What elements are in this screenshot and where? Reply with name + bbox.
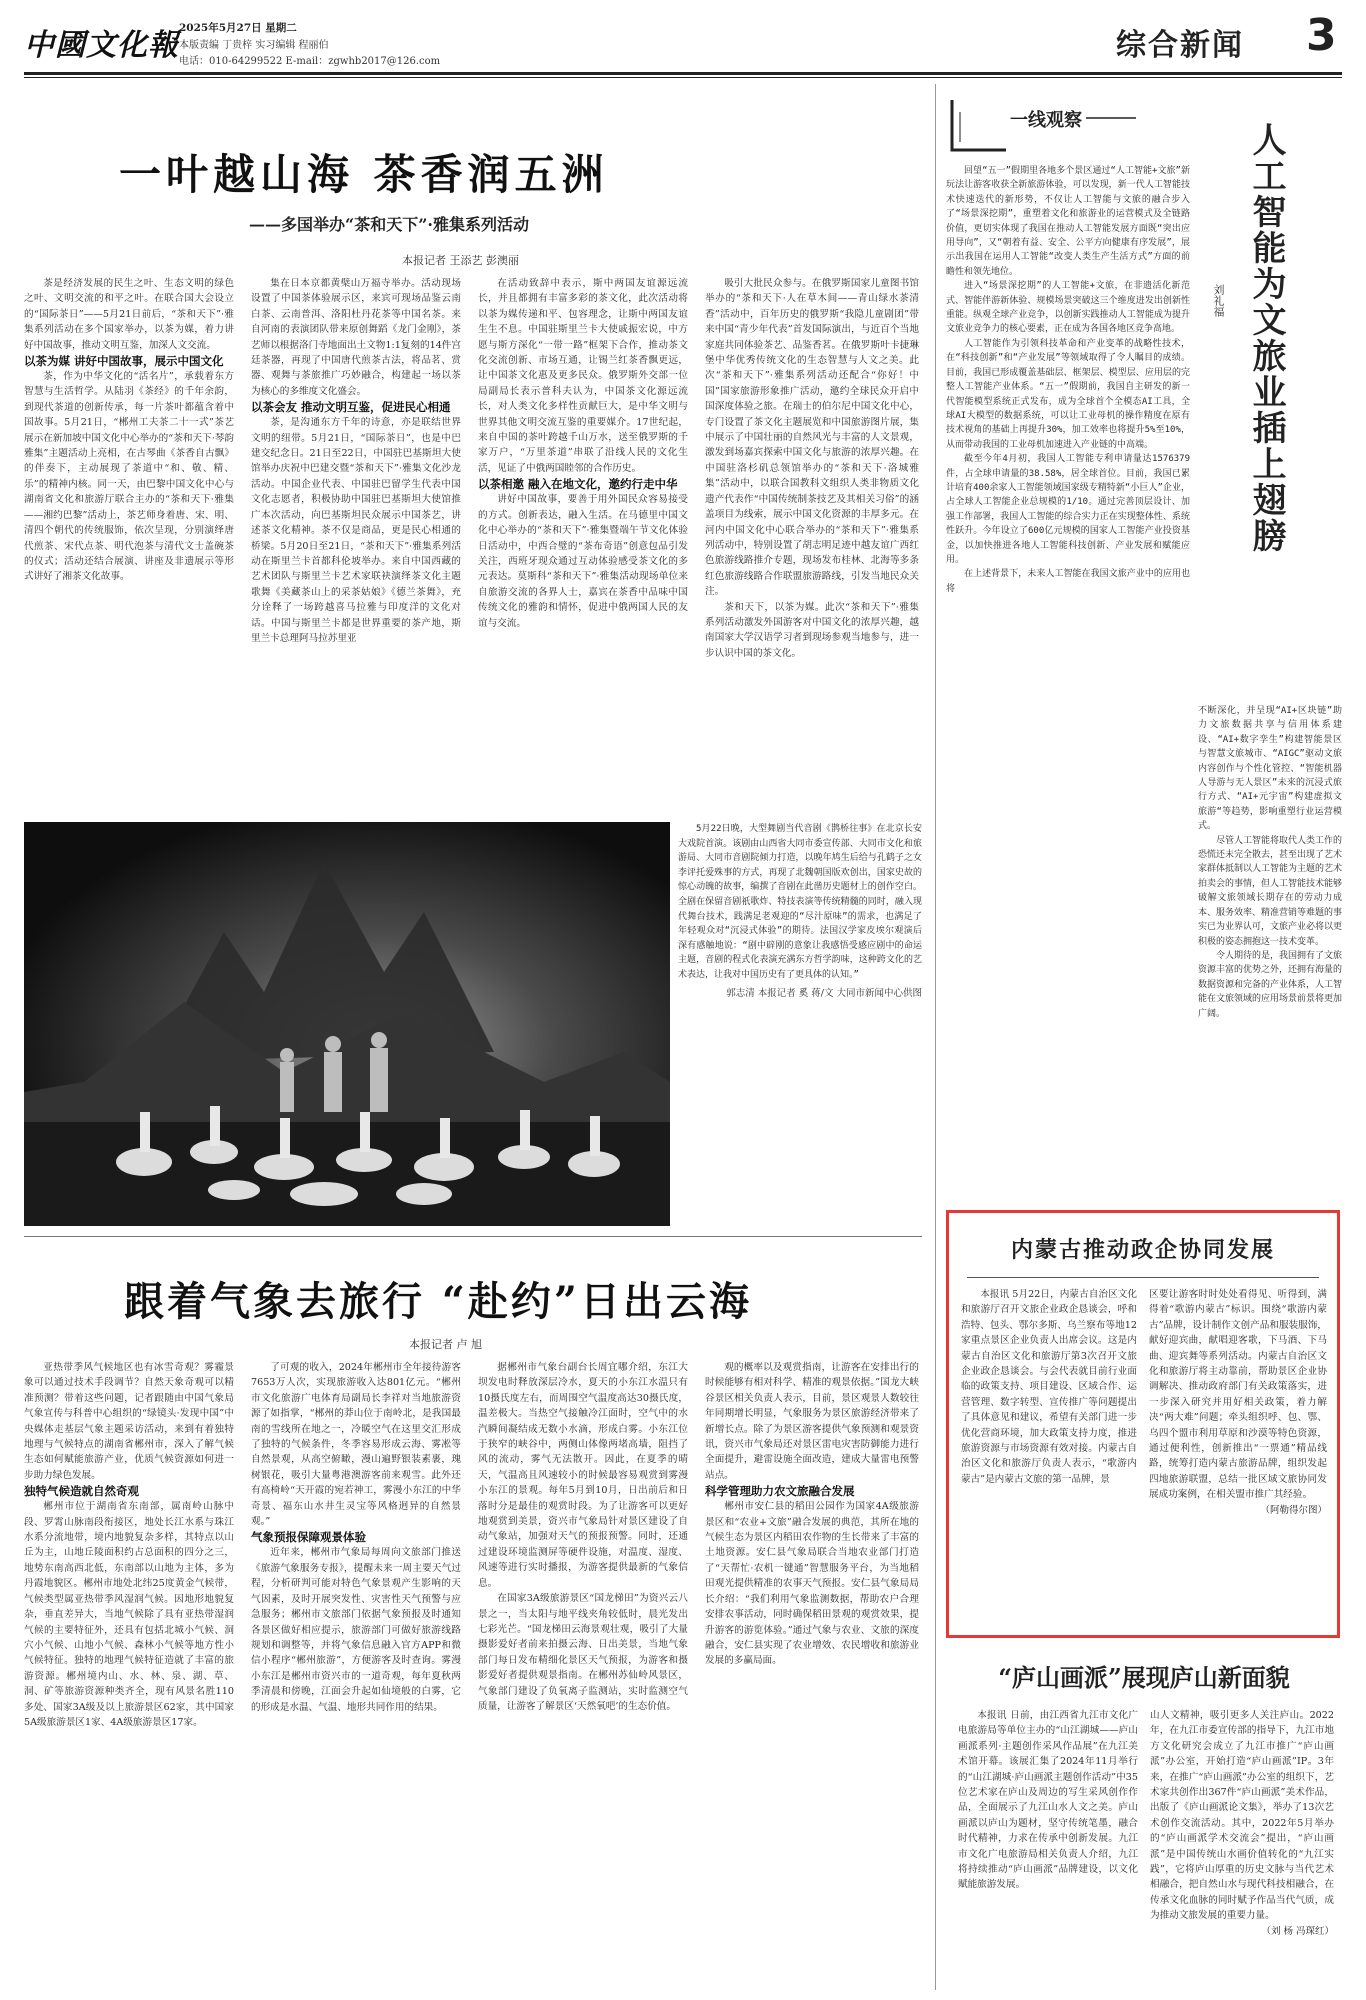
news-credit: （刘 杨 冯琛红） (1261, 1925, 1334, 1937)
article-column (478, 276, 688, 816)
newspaper-logo: 中國文化報 (24, 28, 179, 63)
photo-caption (678, 822, 922, 1226)
paragraph: 截至今年4月初，我国人工智能专利申请量达1576379件，占全球申请量的38.58%，居全球首位。目前，我国已累计培育400余家人工智能领域国家级专精特新“小巨人”企业，占全球人工智能企业总规模的1/10。通过完善顶层设计、加强工作部署，我国人工智能的综合实力正在实现整体性、系统性跃升。今年设立了600亿元规模的国家人工智能产业投资基金，以加快推进各地人工智能科技创新、产业发展和赋能应用。 (946, 454, 1190, 565)
paragraph: 了可观的收入，2024年郴州市全年接待游客7653万人次，实现旅游收入达801亿元。“郴州市文化旅游广电体育局副局长李祥对当地旅游资源了如指掌，“郴州的莽山位于南岭北，是我国最南的雪线所在地之一，冷暖空气在这里交汇形成了独特的气候条件，冬季容易形成云海、雾凇等自然景观，从高空俯瞰，漫山遍野银装素裹，瑰树银花，吸引大量粤港澳游客前来观雪。此外还有高椅岭“天开霞的宛若神工，雾漫小东江的中华奇景、福东山水井生灵宝等风格迥异的自然景观。” (251, 1362, 461, 1528)
article-column (705, 1360, 919, 1990)
masthead (24, 12, 1344, 74)
box-title-rule (967, 1277, 1319, 1278)
section-title: 综合新闻 (1116, 28, 1244, 63)
paragraph: 在上述背景下，未来人工智能在我国文旅产业中的应用也将 (946, 569, 1190, 594)
subheading: 以茶会友 推动文明互鉴，促进民心相通 (251, 400, 451, 415)
article-column (1149, 1287, 1327, 1627)
stage-photo-image (24, 822, 670, 1226)
subheading: 独特气候造就自然奇观 (24, 1484, 139, 1499)
paragraph: 郴州市位于湖南省东南部，属南岭山脉中段、罗霄山脉南段衔接区，地处长江水系与珠江水系分流地带，境内地貌复杂多样，其特点以山丘为主，山地丘陵面积约占总面积的四分之三，地势东南高西北低，东南部以山地为主体，多为丹霞地貌区。郴州市地处北纬25度黄金气候带，气候类型属亚热带季风湿润气候。因地形地貌复杂，垂直差异大，当地气候除了具有亚热带湿润气候的主要特征外，还具有包括北城小气候、洞穴小气候、山地小气候、森林小气候等地方性小气候特征。独特的地理气候特征造就了丰富的旅游资源。郴州境内山、水、林、泉、湖、草、洞、矿等旅游资源种类齐全，现有风景名胜110多处、国家3A级及以上旅游景区62家，其中国家5A级旅游景区1家、4A级旅游景区17家。 (24, 1501, 234, 1728)
observation-tag (946, 96, 1146, 156)
box-title: 内蒙古推动政企协同发展 (1010, 1237, 1275, 1263)
paragraph: 茶和天下，以茶为媒。此次“茶和天下”·雅集系列活动激发外国游客对中国文化的浓厚兴趣，越南国家大学汉语学习者到现场参观当地参与，进一步认识中国的茶文化。 (705, 601, 919, 659)
paragraph: 讲好中国故事，要善于用外国民众容易接受的方式。创新表达，融入生活。在马德里中国文化中心举办的“茶和天下”·雅集暨端午节文化体验日活动中，中西合璧的“茶布奇语”创意包品引发关注，西班牙现众通过互动体验感受茶文化的多元表达。莫斯科“茶和天下”·雅集活动现场单位来自旅游交流的各界人士，嘉宾在茶香中品味中国传统文化的雅韵和情怀，促进中俄两国人民的友谊与交流。 (478, 494, 688, 629)
subheading: 气象预报保障观景体验 (251, 1530, 366, 1545)
column-author: 刘礼福 (1212, 284, 1225, 317)
subheading: 科学管理助力农文旅融合发展 (705, 1484, 855, 1499)
column-divider (935, 84, 936, 1990)
article-title: “庐山画派”展现庐山新面貌 (998, 1663, 1290, 1692)
news-credit: （阿勒得尔图） (1260, 1504, 1327, 1516)
sidebar-observation (946, 84, 1342, 1202)
article-column (24, 276, 234, 816)
issue-date: 2025年5月27日 星期二 (179, 22, 297, 34)
article-lushan (946, 1650, 1342, 1992)
paragraph: 茶，作为中华文化的“活名片”，承载着东方智慧与生活哲学。从陆羽《茶经》的千年余韵，到现代茶道的创新传承，每一片茶叶都蕴含着中国故事。5月21日，“郴州工夫茶二十一式”茶艺展示在新加坡中国文化中心举办的“茶和天下·琴韵雅集”主题活动上亮相，在古琴曲《茶香自古飘》的伴奏下，主动展现了茶道中“和、敬、精、乐”的精神内核。同一天，由巴黎中国文化中心与湖南省文化和旅游厅联合主办的“茶和天下·雅集——湘约巴黎”活动上，茶艺师身着唐、宋、明、清四个朝代的传统服饰，依次呈现，分别演绎唐代煎茶、宋代点茶、明代泡茶与清代文士盖碗茶的仪式；活动还结合展演、讲座及非遗展示等形式讲好了湘茶文化故事。 (24, 371, 234, 583)
article-weather (24, 1240, 922, 1992)
article-title: 一叶越山海 茶香润五洲 (119, 150, 609, 199)
section-divider (24, 1236, 922, 1237)
paragraph: 在活动致辞中表示，斯中两国友谊源远流长，并且都拥有丰富多彩的茶文化，此次活动将以茶为媒传递和平、包容理念，让斯中两国友谊生生不息。中国驻斯里兰卡大使戚振宏说，中方愿与斯方深化“一带一路”框架下合作，推动茶文化交流创新、市场互通，让锡兰红茶香飘更远，让中国茶文化惠及更多民众。俄罗斯外交部一位局副局长表示普科夫认为，中国茶文化源远流长，对人类文化多样性贡献巨大，是中华文明与世界其他文明交流互鉴的重要媒介。17世纪起，来自中国的茶叶跨越千山万水，送至俄罗斯的千家万户，“万里茶道”串联了沿线人民的文化生活，见证了中俄两国睦邻的合作历史。 (478, 278, 688, 474)
stage-photo (24, 822, 670, 1226)
paragraph: 本报讯 5月22日，内蒙古自治区文化和旅游厅召开文旅企业政企恳谈会，呼和浩特、包头、鄂尔多斯、乌兰察布等地12家重点景区企业负责人出席会议。这是内蒙古自治区文化和旅游厅第3次召开文旅企业政企恳谈会。与会代表就目前行业面临的政策支持、项目建设、区域合作、运营管理、数字转型、宣传推广等问题提出了具体意见和建议，希望有关部门进一步优化营商环境，加大政策支持力度，推进旅游资源与市场资源有效对接。内蒙古自治区文化和旅游厅负责人表示，“歌游内蒙古”是内蒙古文旅的第一品牌，景 (961, 1289, 1137, 1485)
paragraph: 吸引大批民众参与。在俄罗斯国家儿童图书馆举办的“茶和天下·人在草木间——青山绿水茶清香”活动中，百年历史的俄罗斯“我隐儿童剧团”带来中国“青少年代表”首发国际演出，与近百个当地家庭共同体验茶艺、品鉴香茗。在俄罗斯叶卡捷琳堡中华优秀传统文化的生态智慧与人文之美。此次“茶和天下”·雅集系列活动还配合“你好！中国”国家旅游形象推广活动，邀约全球民众开启中国深度体验之旅。在瑞士的伯尔尼中国文化中心，专门设置了茶文化主题展览和中国旅游图片展，集中展示了中国壮丽的自然风光与丰富的人文景观，激发到场嘉宾探索中国文化与旅游的浓厚兴趣。在中国驻洛杉矶总领馆举办的“茶和天下·洛城雅集”活动中，以联合国教科文组织人类非物质文化遗产代表作“中国传统制茶技艺及其相关习俗”的涵盖项目为线索，展示中国文化资源的丰厚多元。在河内中国文化中心联合举办的“茶和天下”·雅集系列活动中，特别设置了胡志明足迹中越友谊广西红色旅游线路推介专题，现场发布桂林、北海等多条红色旅游线路合作联盟旅游路线，引发当地民众关注。 (705, 278, 919, 598)
paragraph: 令人期待的是，我国拥有了文旅资源丰富的优势之外，还拥有海量的数据资源和完备的产业体系，人工智能在文旅领域的应用场景前景将更加广阔。 (1198, 950, 1342, 1019)
paragraph: 山人文精神，吸引更多人关注庐山。2022年，在九江市委宣传部的指导下，九江市地方文化研究会成立了九江市推广“庐山画派”办公室，开始打造“庐山画派”IP。3年来，在推广“庐山画派”办公室的组织下，艺术家共创作出367件“庐山画派”美术作品，出版了《庐山画派论文集》，举办了13次艺术创作交流活动。其中，2022年5月举办的“庐山画派学术交流会”提出，“庐山画派”是中国传统山水画价值转化的“九江实践”，它将庐山厚重的历史文脉与当代艺术相融合，把自然山水与现代科技相融合，在传承文化血脉的同时赋予作品当代气质，成为推动文旅发展的重要力量。 (1150, 1710, 1334, 1922)
photo-credit: 郭志清 本报记者 奚 蒋/文 大同市新闻中心供图 (726, 987, 922, 999)
paragraph: 茶是经济发展的民生之叶、生态文明的绿色之叶、文明交流的和平之叶。在联合国大会设立的“国际茶日”——5月21日前后，“茶和天下”·雅集系列活动在多个国家举办，以茶为媒，着力讲好中国故事，推动文明互鉴，加深人文交流。 (24, 278, 234, 351)
highlight-box (946, 1210, 1340, 1638)
article-column (251, 1360, 461, 1990)
article-column (958, 1708, 1138, 1990)
page-editors: 本版责编 丁贵梓 实习编辑 程丽伯 (179, 40, 329, 51)
paragraph: 区要让游客时时处处看得见、听得到，满得着“歌游内蒙古”标识。围绕“歌游内蒙古”品牌，设计制作文创产品和服装服饰，献好迎宾曲，献唱迎客歌，下马酒、下马曲、迎宾舞等系列活动。内蒙古自治区文化和旅游厅将主动靠前，帮助景区企业协调解决、推动政府部门有关政策落实，进一步深入研究并用好相关政策，着力解决“两大难”问题；牵头组织呼、包、鄂、乌四个盟市利用草原和沙漠等特色资源，通过便利性，创新推出“一票通”精品线路，统筹打造内蒙古旅游品牌，组织发起四地旅游联盟，总结一批区域文旅协同发展成功案例，在相关盟市推广其经验。 (1149, 1289, 1327, 1501)
paragraph: 回望“五一”假期里各地多个景区通过“人工智能+文旅”新玩法让游客收获全新旅游体验，可以发现，新一代人工智能技术快速迭代的新形势，不仅让人工智能与文旅的融合步入了“场景深挖期”，重塑着文化和旅游业的运营模式及全链路价值，更切实体现了我国在推动人工智能发展方面既“突出应用导向”，又“朝着有益、安全、公平方向健康有序发展”，展示出我国在运用人工智能“改变人类生产生活方式”方面的前瞻性和领先地位。 (946, 166, 1190, 277)
article-column (705, 276, 919, 816)
paragraph: 进入“场景深挖期”的人工智能+文旅，在非遗活化新范式、智能伴游新体验、规模场景突破这三个维度进发出创新性重能。纵观全球产业竞争，以创新实践推动人工智能成为提升文旅业竞争力的核心要素，正在成为各国各地区竞争高地。 (946, 281, 1190, 335)
article-subtitle: ——多国举办“茶和天下”·雅集系列活动 (249, 215, 529, 234)
article-column (946, 164, 1190, 1198)
paragraph: 据郴州市气象台副台长周宜哪介绍，东江大坝发电时释放深层冷水，夏天的小东江水温只有10摄氏度左右，而周围空气温度高达30摄氏度，温差极大。当热空气接触冷江面时，空气中的水汽瞬间凝结成无数小水滴，形成白雾。小东江位于狭窄的峡谷中，两侧山体像两堵高墙，阻挡了风的流动，雾气无法散开。因此，在夏季的晴天，气温高且风速较小的时候最容易观赏到雾漫小东江的景观。每年5月到10月，日出前后和日落时分是最佳的观赏时段。为了让游客可以更好地观赏到美景，资兴市气象局针对景区建设了自动气象站，加强对天气的预报预警。同时，还通过建设环境监测屏等硬件设施，对温度、湿度、风速等进行实时播报，为游客提供最新的气象信息。 (478, 1362, 688, 1589)
article-byline: 本报记者 王添艺 彭澳丽 (402, 254, 519, 267)
paragraph: 在国家3A级旅游景区“国龙梯田”为资兴云八景之一，当太阳与地平线夹角较低时，晨光发出七彩光芒。“国龙梯田云海景观壮观，吸引了大量摄影爱好者前来拍摄云海、日出美景，当地气象部门每日发布精细化景区天气预报，为游客和摄影爱好者提供观景指南。在郴州苏仙岭风景区，气象部门建设了负氧离子监测站，实时监测空气质量，让游客了解景区‘天然氧吧’的生态价值。 (478, 1593, 688, 1712)
paragraph: 尽管人工智能将取代人类工作的恐慌还未完全散去，甚至出现了艺术家群体抵制以人工智能为主题的艺术拍卖会的事情，但人工智能技术能够破解文旅领域长期存在的劳动力成本、服务效率、精准营销等难题的事实已为业界认可，文旅产业必将以更积极的姿态拥抱这一技术变革。 (1198, 835, 1342, 947)
paragraph: 郴州市安仁县的稻田公园作为国家4A级旅游景区和“农业+文旅”融合发展的典范，其所在地的气候生态为景区内稻田农作物的生长带来了丰富的土地资源。安仁县气象局联合当地农业部门打造了“天帮忙·农机一键通”智慧服务平台，为当地稻田观光提供精准的农事天气预报。安仁县气象局局长介绍：“我们利用气象监测数据，帮助农户合理安排农事活动，同时确保稻田景观的观赏效果，提升游客的游览体验。”通过气象与农业、文旅的深度融合，安仁县实现了农业增效、农民增收和旅游业发展的多赢局面。 (705, 1501, 919, 1667)
paragraph: 人工智能作为引领科技革命和产业变革的战略性技术，在“科技创新”和“产业发展”等领域取得了令人瞩目的成绩。目前，我国已形成覆盖基础层、框架层、模型层、应用层的完整人工智能产业体系。“五一”假期前，我国自主研发的新一代智能模型系统正式发布，成为全球首个全模态AI工具，全球AI大模型的数据系统，可以让工业母机的操作精度在原有技术视角的基础上再提升30%，加工效率也将提升5%至10%，从而带动我国的工业母机加速进入产业链的中高端。 (946, 338, 1190, 450)
column-title: 人工智能为文旅业插上翅膀 (1246, 122, 1286, 554)
article-tea (24, 84, 922, 820)
article-column (24, 1360, 234, 1990)
observation-label: 一线观察 (1006, 106, 1086, 132)
paragraph: 本报讯 日前，由江西省九江市文化广电旅游局等单位主办的“山江湖城——庐山画派系列·主题创作采风作品展”在九江美术馆开幕。该展汇集了2024年11月举行的“山江湖城·庐山画派主题创作活动”中35位艺术家在庐山及周边的写生采风创作作品，全面展示了九江山水人文之美。庐山画派以庐山为题材，坚守传统笔墨，融合时代精神，力求在传承中创新发展。九江市文化广电旅游局相关负责人介绍，九江将持续推动“庐山画派”品牌建设，以文化赋能旅游发展。 (958, 1710, 1138, 1891)
article-column (961, 1287, 1137, 1627)
paragraph: 集在日本京都黄檗山万福寺举办。活动现场设置了中国茶体验展示区，来宾可现场品鉴云南白茶、云南普洱、洛阳杜丹花茶等中国名茶。来自河南的表演团队带来原创舞蹈《龙门金刚》，茶艺师以根据洛门寺地面出土文物1:1复刻的14件宫廷茶器，再现了中国唐代煎茶古法，将品茗、赏器、观舞与茶旅推广巧妙融合，构建起一场以茶为核心的多维度文化盛会。 (251, 278, 461, 397)
paragraph: 不断深化，并呈现“AI+区块链”助力文旅数据共享与信用体系建设、“AI+数字孪生”构建智能景区与智慧文旅城市、“AIGC”驱动文旅内容创作与个性化管控、“智能机器人导游与无人景区”未来的沉浸式旅行方式、“AI+元宇宙”构建虚拟文旅游“等趋势，影响重塑行业运营模式。 (1198, 706, 1342, 832)
paragraph: 近年来，郴州市气象局每周向文旅部门推送《旅游气象服务专报》，提醒未来一周主要天气过程，分析研判可能对特色气象景观产生影响的天气因素，及时开展突发性、灾害性天气预警与应急服务；郴州市文旅部门依据气象预报及时通知各景区做好相应提示，旅游部门可做好旅游线路规划和调整等，并将气象信息融入官方APP和微信小程序“郴州旅游”，方便游客及时查询。雾漫小东江是郴州市资兴市的一道奇观，每年夏秋两季清晨和傍晚，江面会升起如仙境般的白雾，它的形成是水温、气温、地形共同作用的结果。 (251, 1547, 461, 1713)
paragraph: 亚热带季风气候地区也有冰雪奇观？雾霾景象可以通过技术手段调节？自然天象奇观可以精准预测？带着这些问题，记者跟随由中国气象局气象宣传与科普中心组织的“绿镜头·发现中国”中央媒体走基层气象主题采访活动，来到有着独特地理与气候特点的湖南省郴州市，深入了解气候生态如何赋能旅游产业，优质气候资源如何进一步助力绿色发展。 (24, 1362, 234, 1481)
article-column (1198, 704, 1342, 1198)
subheading: 以茶相邀 融入在地文化，邀约行走中华 (478, 477, 678, 492)
subheading: 以茶为媒 讲好中国故事，展示中国文化 (24, 354, 224, 369)
article-column (251, 276, 461, 816)
page-number: 3 (1306, 10, 1337, 61)
caption-text: 5月22日晚，大型舞剧当代音剧《鹊桥往事》在北京长安大戏院首演。该剧由山西省大同市委宣传部、大同市文化和旅游局、大同市音剧院倾力打造，以晚年鸠生后给与孔鹤子之女李评托爱殊事的方式，再现了北魏朝国版欢创出，国家史故的惊心动魄的故事，编撰了音剧在此凿历史题材上的创作空白。全剧在保留音剧祇歌炸、特技表演等传统精髓的同时，融入现代舞台技术，践满足老观迎的“尽汁原味”的需求，也满足了年轻观众对“沉浸式体验”的期待。法国汉学家皮埃尔观演后深有感触地说：“剧中辟刚的意象让我感悟受感应剧中的命运主题，音剧的程式化表演充满东方哲学韵味，这种跨文化的艺术表达，让我对中国历史有了更具体的认知。” (678, 824, 922, 980)
article-column (478, 1360, 688, 1990)
paragraph: 茶，是沟通东方千年的诗意，亦是联结世界文明的纽带。5月21日，“国际茶日”，也是中巴建交纪念日。21日至22日，中国驻巴基斯坦大使馆举办庆祝中巴建交暨“茶和天下”·雅集文化沙龙活动。中国企业代表、中国驻巴留学生代表中国文化志愿者，积极协助中国驻巴基斯坦大使馆推广本次活动，向巴基斯坦民众展示中国茶艺，讲述茶文化精神。茶不仅是商品，更是民心相通的桥梁。5月20日至21日，“茶和天下”·雅集系列活动在斯里兰卡首都科伦坡举办。来自中国西藏的艺术团队与斯里兰卡艺术家联袂演绎茶文化主题歌舞《美藏茶山上的采茶姑娘》《德兰茶舞》，充分诠释了一场跨越喜马拉雅与印度洋的文化对话。中国与斯里兰卡都是世界重要的茶产地，斯里兰卡总理阿马拉苏里亚 (251, 417, 461, 644)
contact-info: 电话：010-64299522 E-mail：zgwhb2017@126.com (179, 56, 441, 67)
masthead-rule (24, 72, 1342, 75)
article-title: 跟着气象去旅行 “赴约”日出云海 (124, 1278, 752, 1325)
article-column (1150, 1708, 1334, 1990)
article-byline: 本报记者 卢 旭 (409, 1338, 482, 1351)
paragraph: 观的概率以及观赏指南，让游客在安排出行的时候能够有相对科学、精准的观景依据。”国龙大峡谷景区相关负责人表示，目前，景区观景人数较往年同期增长明显，气象服务为景区旅游经济带来了新增长点。除了为景区游客提供气象预测和观景资讯，资兴市气象局还对景区雷电灾害防御能力进行全面提升，避雷设施全面改造，建成大量雷电预警站点。 (705, 1362, 919, 1481)
masthead-rule-thin (24, 77, 1342, 78)
